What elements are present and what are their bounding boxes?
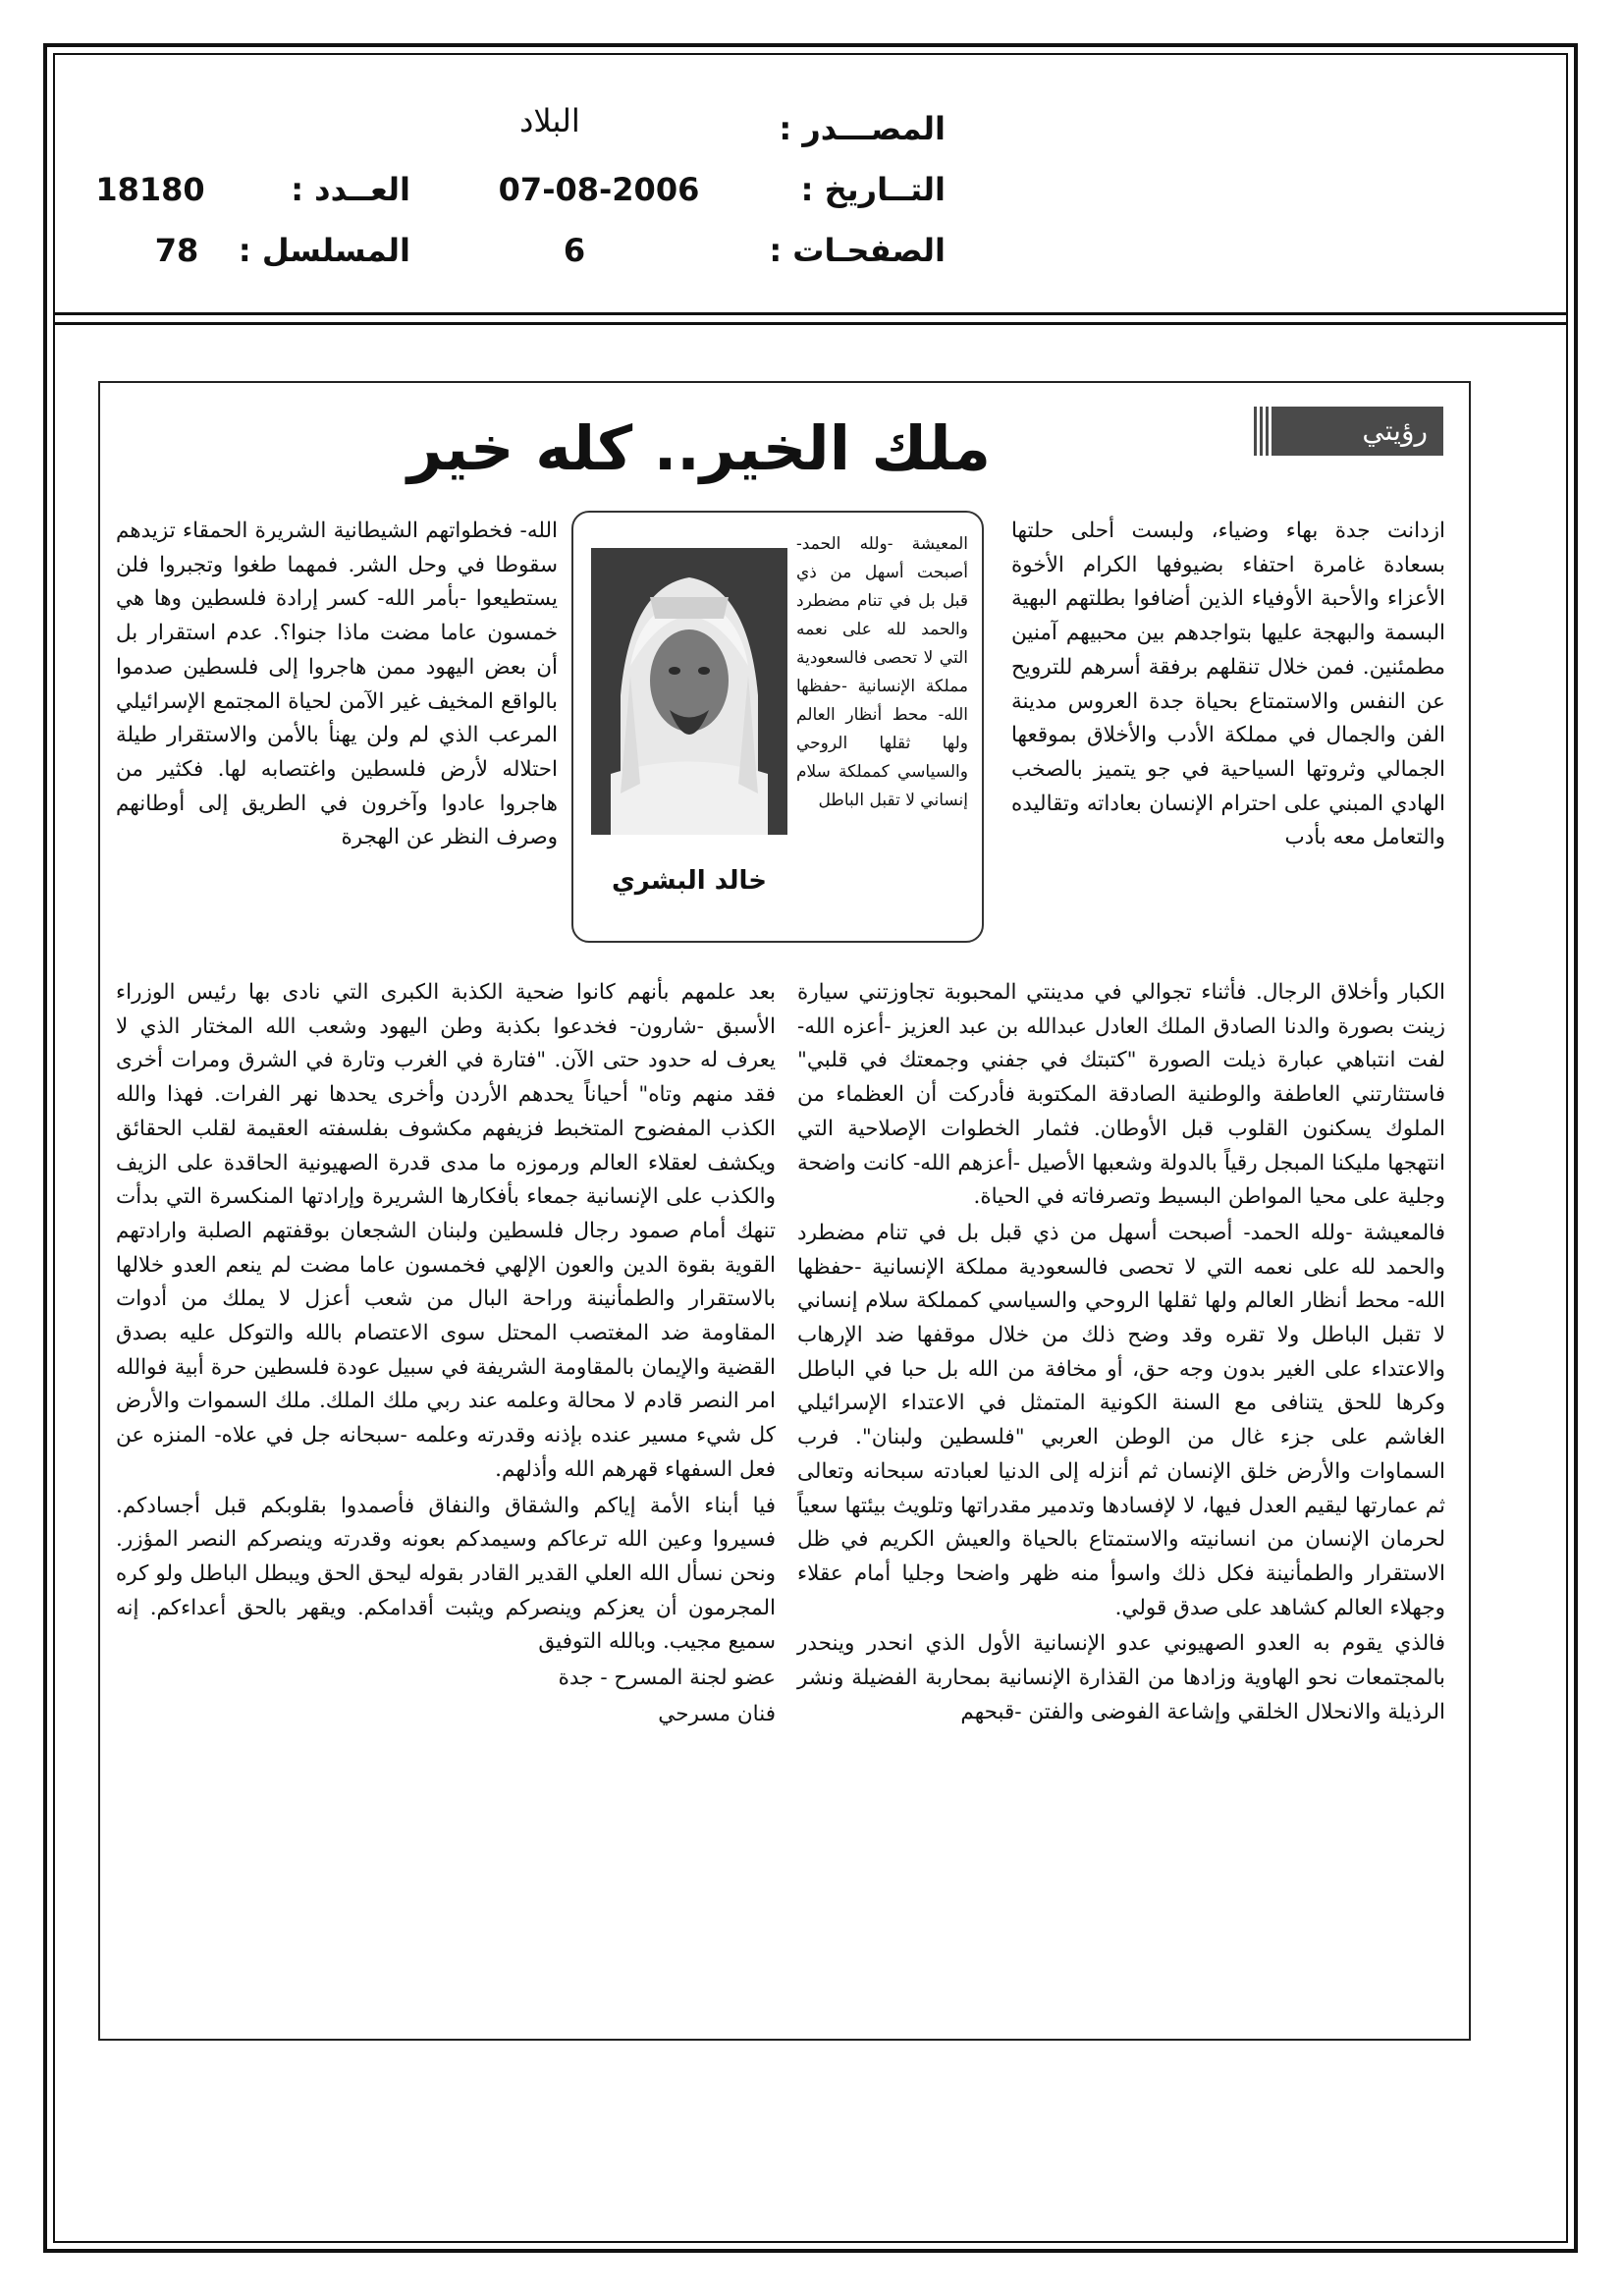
paragraph: فالذي يقوم به العدو الصهيوني عدو الإنسانية الأول الذي انحدر وينحدر بالمجتمعات نحو الهاوية وزادها من القذارة الإنسانية بمحاربة الفضيلة ونشر الرذيلة والانحلال الخلقي وإشاعة الفوضى والفتن -قبحهم — [797, 1631, 1445, 1724]
header-separator-top — [53, 312, 1568, 315]
paragraph: فالمعيشة -ولله الحمد- أصبحت أسهل من ذي قبل بل في تنام مضطرد والحمد لله على نعمه التي لا تحصى فالسعودية مملكة الإنسانية -حفظها الله- محط أنظار العالم ولها ثقلها الروحي والسياسي كمملكة سلام إنساني لا تقبل الباطل ولا تقره وقد وضح ذلك من خلال موقفها ضد الإرهاب والاعتداء على الغير بدون وجه حق، أو مخافة من الله بل حبا في الباطل وكرها للحق يتنافى مع السنة الكونية المتمثل في الاعتداء الإسرائيلي الغاشم على جزء غال من الوطن العربي "فلسطين ولبنان". فرب السماوات والأرض خلق الإنسان ثم أنزله إلى الدنيا لعبادته سبحانه وتعالى ثم عمارتها ليقيم العدل فيها، لا لإفسادها وتدمير مقدراتها وتلويث بيئتها سعياً لحرمان الإنسان من انسانيته والاستمتاع بالحياة والعيش الكريم في ظل الاستقرار والطمأنينة فكل ذلك واسوأ منه ظهر واضحا وجليا أمام عقلاء وجهلاء العالم كشاهد على صدق قولي. — [797, 1220, 1445, 1620]
pull-quote: المعيشة -ولله الحمد- أصبحت أسهل من ذي قبل بل في تنام مضطرد والحمد لله على نعمه التي لا تحصى فالسعودية مملكة الإنسانية -حفظها الله- محط أنظار العالم ولها ثقلها الروحي والسياسي كمملكة سلام إنساني لا تقبل الباطل — [796, 534, 968, 810]
signature-line: فنان مسرحي — [658, 1701, 776, 1726]
serial-value: 78 — [154, 232, 199, 269]
newspaper-clipping — [98, 381, 1471, 2041]
source-label: المصـــدر : — [779, 110, 946, 147]
signature-line: عضو لجنة المسرح - جدة — [558, 1666, 776, 1691]
issue-label: العــدد : — [291, 171, 410, 208]
left-column-bottom — [116, 976, 776, 1733]
header-separator-bottom — [53, 322, 1568, 325]
author-photo — [591, 548, 787, 835]
date-value: 07-08-2006 — [498, 171, 700, 208]
right-column-top — [1011, 515, 1445, 857]
paragraph: الكبار وأخلاق الرجال. فأثناء تجوالي في مدينتي المحبوبة تجاوزتني سيارة زينت بصورة والدنا الصادق الملك العادل عبدالله بن عبد العزيز -أعزه الله- لفت انتباهي عبارة ذيلت الصورة "كتبتك في جفني وجمعتك في قلبي" فاستثارتني العاطفة والوطنية الصادقة المكتوبة فأدركت أن العظماء من الملوك يسكنون القلوب قبل الأوطان. فثمار الخطوات الإصلاحية التي انتهجها مليكنا المبجل رقياً بالدولة وشعبها الأصيل -أعزهم الله- كانت واضحة وجلية على محيا المواطن البسيط وتصرفاته في الحياة. — [797, 980, 1446, 1210]
section-tag: رؤيتي — [1271, 407, 1443, 456]
source-value: البلاد — [519, 102, 580, 139]
article-headline: ملك الخير.. كله خير — [407, 412, 991, 484]
paragraph: الله- فخطواتهم الشيطانية الشريرة الحمقاء تزيدهم سقوطا في وحل الشر. فمهما طغوا وتجبروا فلن يستطيعوا -بأمر الله- كسر إرادة فلسطين وها هي خمسون عاما مضت ماذا جنوا؟. عدم استقرار بل أن بعض اليهود ممن هاجروا إلى فلسطين صدموا بالواقع المخيف غير الآمن لحياة المجتمع الإسرائيلي المرعب الذي لم ولن يهنأ بالأمن والاستقرار طيلة احتلاله لأرض فلسطين واغتصابه لها. فكثير من هاجروا عادوا وآخرون في الطريق إلى أوطانهم وصرف النظر عن الهجرة — [116, 519, 558, 850]
serial-label: المسلسل : — [238, 232, 410, 269]
right-column-bottom — [797, 976, 1445, 1731]
paragraph: ازدانت جدة بهاء وضياء، ولبست أحلى حلتها بسعادة غامرة احتفاء بضيوفها الكرام الأخوة الأعزاء والأحبة الأوفياء الذين أضافوا بطلتهم البهية البسمة والبهجة عليها بتواجدهم بين محبيهم آمنين مطمئنين. فمن خلال تنقلهم برفقة أسرهم للترويح عن النفس والاستمتاع بحياة جدة العروس مدينة الفن والجمال في مملكة الأدب والأخلاق بموقعها الجمالي وثروتها السياحية في جو يتميز بالصخب الهادي المبني على احترام الإنسان بعاداته وتقاليده والتعامل معه بأدب — [1011, 519, 1445, 850]
author-box — [571, 511, 984, 943]
left-column-top — [116, 515, 558, 857]
paragraph: فيا أبناء الأمة إياكم والشقاق والنفاق فأصمدوا بقلوبكم قبل أجسادكم. فسيروا وعين الله ترعاكم وسيمدكم بعونه وقدرته وينصركم النصر المؤزر. ونحن نسأل الله العلي القدير القادر بقوله ليحق الحق ويبطل الباطل ولو كره المجرمون أن يعزكم وينصركم ويثبت أقدامكم. ويقهر بالحق أعداءكم. إنه سميع مجيب. وبالله التوفيق — [116, 1493, 776, 1655]
author-name: خالد البشري — [611, 866, 768, 896]
paragraph: بعد علمهم بأنهم كانوا ضحية الكذبة الكبرى التي نادى بها رئيس الوزراء الأسبق -شارون- فخدعوا بكذبة وطن اليهود وشعب الله المختار الذي لا يعرف له حدود حتى الآن. "فتارة في الغرب وتارة في الشرق ومرات أخرى فقد منهم وتاه" أحياناً يحدهم الأردن وأخرى يحدها نهر الفرات. فهذا والله الكذب المفضوح المتخبط فزيفهم مكشوف بفلسفته العقيمة لقلب الحقائق ويكشف لعقلاء العالم ورموزه ما مدى قدرة الصهيونية الحاقدة على الزيف والكذب على الإنسانية جمعاء بأفكارها الشريرة وإرادتها المنكسرة التي بدأت تنهك أمام صمود رجال فلسطين ولبنان الشجعان بوقفتهم الصلبة وارادتهم القوية بقوة الدين والعون الإلهي فخمسون عاما مضت لم ينعم العدو خلالها بالاستقرار والطمأنينة وراحة البال من شعب أعزل لا يملك من أدوات المقاومة ضد المغتصب المحتل سوى الاعتصام بالله والتوكل عليه بصدق القضية والإيمان بالمقاومة الشريفة في سبيل عودة فلسطين حرة أبية فوالله امر النصر قادم لا محالة وعلمه عند ربي ملك الملك. ملك السموات والأرض كل شيء مسير عنده بإذنه وقدرته وعلمه -سبحانه جل في علاه- المنزه عن فعل السفهاء قهرهم الله وأذلهم. — [116, 980, 776, 1482]
issue-value: 18180 — [95, 171, 205, 208]
date-label: التــاريخ : — [800, 171, 946, 208]
pages-value: 6 — [563, 232, 586, 269]
pages-label: الصفحـات : — [769, 232, 946, 269]
